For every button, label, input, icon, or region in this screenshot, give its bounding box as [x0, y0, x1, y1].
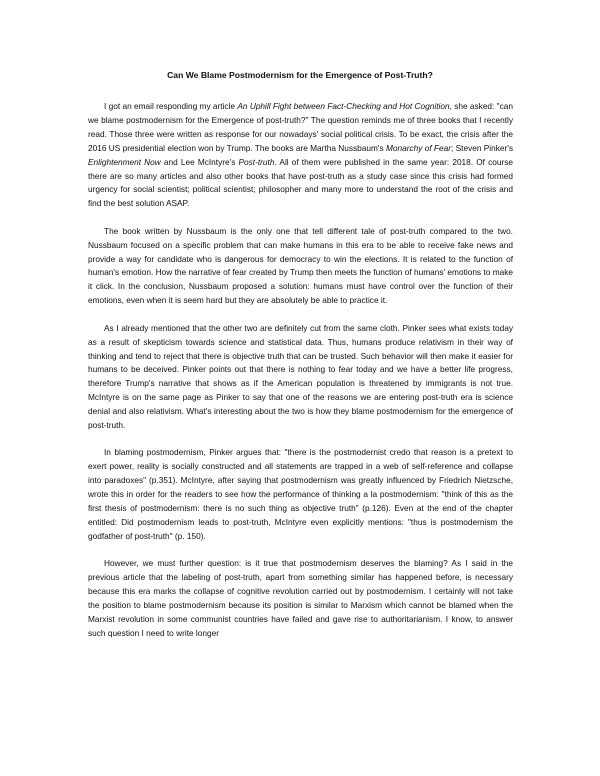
paragraph-text: . All of them were published in the same year: 2018. Of course there are so many articles and also other books that have post-truth as a study case since this crisis had formed urgency for social scientist; political scientist; philosopher and many more to understand the root of the crisis and find the best solution ASAP.: [88, 156, 513, 209]
document-title: Can We Blame Postmodernism for the Emergence of Post-Truth?: [167, 70, 433, 80]
paragraph-text: , she asked: "can we blame postmodernism for the Emergence of post-truth?" The question reminds me of three books that I recently read. Those three were written as response for our nowadays' social political crisis. To be exact, the crisis after the 2016 US presidential election won by Trump. The books are Martha Nussbaum's: [88, 101, 513, 153]
paragraph-text: ; Steven Pinker's: [451, 142, 513, 153]
paragraph-text: However, we must further question: is it true that postmodernism deserves the blaming? As I said in the previous article that the labeling of post-truth, apart from something similar has happened before, is necessary because this era marks the collapse of cognitive revolution carried out by postmodernism. I certainly will not take the position to blame postmodernism because its position is similar to Marxism which cannot be blamed when the Marxist revolution in some communist countries have failed and gave rise to authoritarianism. I know, to answer such question I need to write longer: [88, 558, 513, 638]
book-title-italic: Post-truth: [238, 156, 275, 167]
paragraph-text: I got an email responding my article: [104, 101, 238, 111]
paragraph: [88, 557, 513, 640]
book-title-italic: Enlightenment Now: [88, 156, 161, 167]
book-title-italic: Monarchy of Fear: [385, 142, 451, 153]
paragraph-text: As I already mentioned that the other two are definitely cut from the same cloth. Pinker sees what exists today as a result of skepticism towards science and statistical data. Thus, humans produce relativism in their way of thinking and tend to reject that there is objective truth that can be trusted. Such behavior will then make it easier for humans to be deceived. Pinker points out that there is nothing to fear today and we have a better life progress, therefore Trump's narrative that shows as if the American population is threatened by immigrants is not true. McIntyre is on the same page as Pinker to say that one of the reasons we are entering post-truth era is science denial and also relativism. What's interesting about the two is how they blame postmodernism for the emergence of post-truth.: [88, 322, 513, 431]
document-body: [88, 100, 513, 641]
paragraph: [88, 100, 513, 211]
paragraph-text: The book written by Nussbaum is the only one that tell different tale of post-truth compared to the two. Nussbaum focused on a specific problem that can make humans in this era to be able to receive fake news and provide a way for candidate who is dangerous for democracy to win the elections. It is related to the function of human's emotion. How the narrative of fear created by Trump then meets the function of humans' emotions to make it click. In the conclusion, Nussbaum proposed a solution: humans must have control over the function of their emotions, even when it is seem hard but they are absolutely be able to practice it.: [88, 225, 513, 306]
paragraph: [88, 225, 513, 308]
paragraph-text: In blaming postmodernism, Pinker argues that: "there is the postmodernist credo that reason is a pretext to exert power, reality is socially constructed and all statements are trapped in a web of self-reference and collapse into paradoxes" (p.351). McIntyre, after saying that postmodernism was greatly influenced by Friedrich Nietzsche, wrote this in order for the readers to see how the performance of thinking a la postmodernism: "think of this as the first thesis of postmodernism: there is no such thing as objective truth" (p.126). Even at the end of the chapter entitled: Did postmodernism leads to post-truth, McIntyre even explicitly mentions: "thus is postmodernism the godfather of post-truth" (p. 150).: [88, 447, 513, 541]
paragraph-text: and Lee McIntyre's: [160, 156, 239, 167]
article-title-italic: An Uphill Fight between Fact-Checking and Hot Cognition: [237, 101, 450, 111]
paragraph: [88, 446, 513, 543]
paragraph: [88, 322, 513, 433]
